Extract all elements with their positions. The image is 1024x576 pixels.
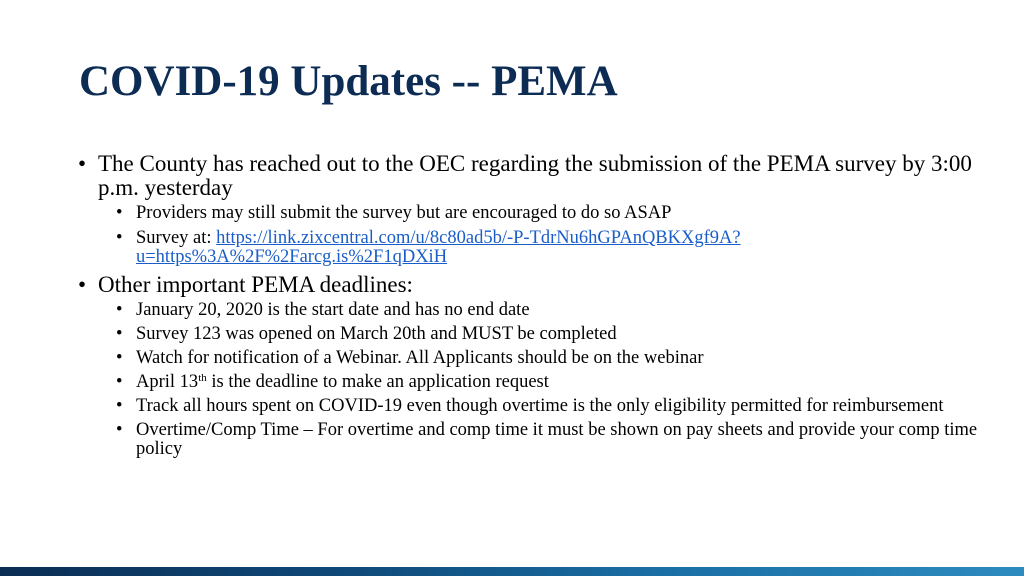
survey-link[interactable]: https://link.zixcentral.com/u/8c80ad5b/-P-TdrNu6hGPAnQBKXgf9A?u=https%3A%2F%2Farcg.is%2F1qDXiH [136,228,741,267]
bullet-icon: • [78,151,87,176]
sub-bullet-text-rest: is the deadline to make an application request [206,372,549,392]
sub-bullet-providers-asap [116,204,978,223]
sub-bullet-track-hours [116,397,978,416]
sub-bullet-survey-123 [116,325,978,344]
bullet-icon: • [116,420,123,440]
sub-bullet-start-date [116,301,978,320]
sub-bullet-survey-link [116,229,978,267]
bullet-icon: • [116,300,123,320]
sub-bullet-text-date: April 13 [136,372,199,392]
bullet-pema-deadlines [78,273,978,297]
sub-bullet-text: January 20, 2020 is the start date and has no end date [136,300,530,320]
sub-bullet-comp-time [116,421,978,459]
bullet-icon: • [116,348,123,368]
bullet-text: Other important PEMA deadlines: [98,272,413,297]
slide-title: COVID-19 Updates -- PEMA [79,58,618,105]
bullet-icon: • [116,324,123,344]
sub-bullet-text: Overtime/Comp Time – For overtime and comp time it must be shown on pay sheets and provide your comp time policy [136,420,978,459]
bullet-oec-submission [78,152,978,200]
bullet-icon: • [78,272,87,297]
sub-bullet-text: Survey 123 was opened on March 20th and MUST be completed [136,324,617,344]
sub-bullet-text: Providers may still submit the survey but are encouraged to do so ASAP [136,203,672,223]
sub-bullet-april-deadline [116,373,978,392]
bullet-icon: • [116,396,123,416]
footer-accent-bar [0,567,1024,576]
slide-body [78,152,978,464]
bullet-text: The County has reached out to the OEC regarding the submission of the PEMA survey by 3:00 p.m. yesterday [98,151,972,200]
bullet-icon: • [116,228,123,248]
survey-label: Survey at: [136,228,217,248]
sub-bullet-text: Track all hours spent on COVID-19 even though overtime is the only eligibility permitted for reimbursement [136,396,944,416]
sub-bullet-webinar [116,349,978,368]
sub-bullet-text: Watch for notification of a Webinar. All Applicants should be on the webinar [136,348,704,368]
bullet-icon: • [116,203,123,223]
ordinal-suffix: th [198,372,207,384]
bullet-icon: • [116,372,123,392]
